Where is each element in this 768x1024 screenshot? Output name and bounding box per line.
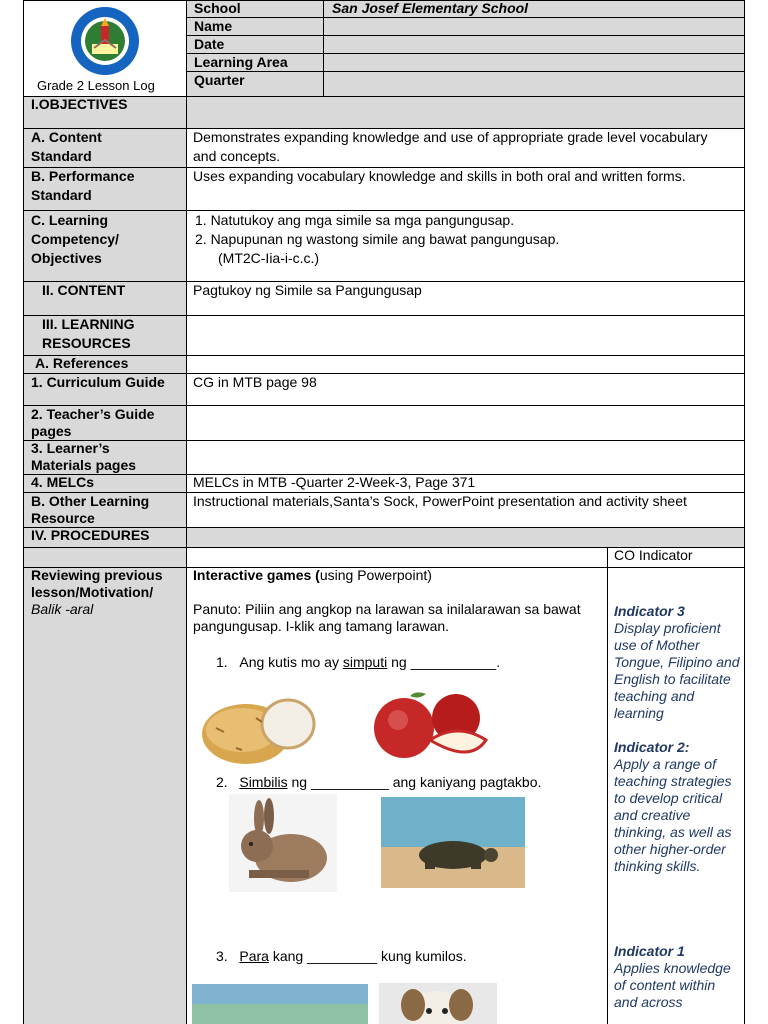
- date-label: Date: [194, 36, 225, 52]
- indicator-3-text: Display proficient use of Mother Tongue, Filipino and English to facilitate teaching and learning: [614, 620, 740, 721]
- procedures-label: IV. PROCEDURES: [31, 527, 150, 543]
- competency-label: C. Learning Competency/ Objectives: [31, 212, 119, 266]
- objectives-heading-row: [24, 96, 744, 128]
- school-label: School: [194, 0, 241, 16]
- other-resource-value: Instructional materials,Santa’s Sock, PowerPoint presentation and activity sheet: [193, 493, 687, 509]
- curriculum-guide-label: 1. Curriculum Guide: [31, 374, 165, 390]
- learners-materials-label: 3. Learner’s Materials pages: [31, 440, 137, 473]
- learning-resources-label: III. LEARNING RESOURCES: [42, 316, 135, 351]
- indicator-2-title: Indicator 2:: [614, 739, 690, 755]
- indicator-3-title: Indicator 3: [614, 603, 685, 619]
- content-value: Pagtukoy ng Simile sa Pangungusap: [193, 282, 422, 298]
- teachers-guide-label: 2. Teacher’s Guide pages: [31, 406, 155, 439]
- content-label: II. CONTENT: [42, 282, 126, 298]
- performance-standard-value: Uses expanding vocabulary knowledge and skills in both oral and written forms.: [193, 168, 686, 184]
- quarter-label: Quarter: [194, 72, 245, 88]
- apple-image-button[interactable]: [370, 688, 490, 766]
- indicator-1-title: Indicator 1: [614, 943, 685, 959]
- turtle-image-button[interactable]: [381, 797, 525, 888]
- competency-code: (MT2C-Iia-i-c.c.): [218, 250, 320, 266]
- objectives-heading: I.OBJECTIVES: [31, 96, 128, 112]
- references-label: A. References: [35, 355, 129, 371]
- indicator-2-text: Apply a range of teaching strategies to develop critical and creative thinking, as well as other higher-order thinking skills.: [614, 756, 732, 874]
- school-seal-icon: [68, 6, 142, 76]
- procedures-label-column: [24, 547, 186, 1024]
- singkamas-image-button[interactable]: [196, 688, 320, 766]
- sky-image-button[interactable]: [192, 984, 368, 1024]
- content-standard-label: A. Content Standard: [31, 129, 102, 164]
- competency-item-2: 2. Napupunan ng wastong simile ang bawat pangungusap.: [195, 231, 560, 247]
- curriculum-guide-value: CG in MTB page 98: [193, 374, 317, 390]
- rabbit-image-button[interactable]: [229, 794, 337, 892]
- indicator-1-text: Applies knowledge of content within and across: [614, 960, 731, 1010]
- question-3: 3. Para kang _________ kung kumilos.: [216, 948, 467, 964]
- resources-heading-value: [186, 315, 744, 373]
- panuto-text: Panuto: Piliin ang angkop na larawan sa inilalarawan sa bawat pangungusap. I-klik ang tamang larawan.: [193, 601, 581, 634]
- other-resource-label: B. Other Learning Resource: [31, 493, 150, 526]
- learning-area-label: Learning Area: [194, 54, 288, 70]
- dog-image-button[interactable]: [379, 983, 497, 1024]
- log-title: Grade 2 Lesson Log: [37, 78, 155, 93]
- name-label: Name: [194, 18, 233, 34]
- content-standard-value: Demonstrates expanding knowledge and use of appropriate grade level vocabulary and concepts.: [193, 129, 708, 164]
- balik-aral-label: Balik -aral: [31, 601, 94, 617]
- question-1: 1. Ang kutis mo ay simputi ng ___________.: [216, 654, 501, 670]
- melcs-value: MELCs in MTB -Quarter 2-Week-3, Page 371: [193, 474, 476, 490]
- review-label: Reviewing previous lesson/Motivation/: [31, 567, 163, 600]
- school-value: San Josef Elementary School: [332, 0, 529, 16]
- competency-item-1: 1. Natutukoy ang mga simile sa mga pangungusap.: [195, 212, 515, 228]
- question-2: 2. Simbilis ng __________ ang kaniyang pagtakbo.: [216, 774, 542, 790]
- performance-standard-label: B. Performance Standard: [31, 168, 135, 203]
- melcs-label: 4. MELCs: [31, 474, 95, 490]
- games-title: Interactive games (using Powerpoint): [193, 567, 432, 583]
- co-indicator-header: CO Indicator: [614, 547, 693, 563]
